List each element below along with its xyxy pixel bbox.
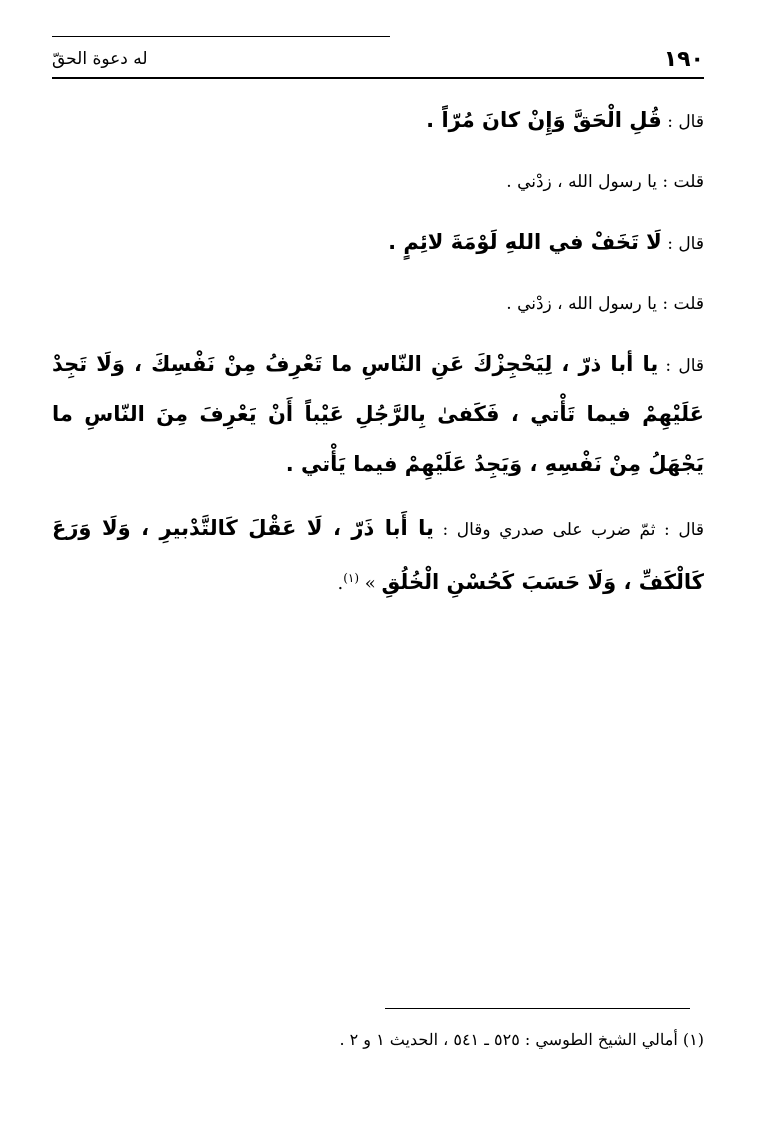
speaker-label: قال :	[658, 356, 704, 376]
running-title: له دعوة الحقّ	[52, 49, 148, 69]
hadith-quote: لَا تَخَفْ في اللهِ لَوْمَةَ لائِمٍ .	[388, 230, 662, 254]
footnote-reference: (١)	[343, 571, 360, 585]
sentence-end: .	[337, 573, 344, 594]
hadith-quote: يا أبا ذرّ ، لِيَحْجِزْكَ عَنِ النّاسِ ما تَعْرِفُ مِنْ نَفْسِكَ ، وَلَا تَجِدْ عَلَيْهِمْ فيما تَأْتي ، فَكَفىٰ بِالرَّجُلِ عَيْباً أَنْ يَعْرِفَ مِنَ النّاسِ ما يَجْهَلُ مِنْ نَفْسِهِ ، وَيَجِدُ عَلَيْهِمْ فيما يَأْتي .	[52, 352, 704, 476]
closing-quote-mark: »	[359, 573, 382, 594]
paragraph-6	[52, 504, 704, 608]
footnote-rule	[385, 1008, 690, 1009]
paragraph-1	[52, 96, 704, 146]
speaker-label: قال :	[661, 234, 704, 254]
page-header	[52, 44, 704, 74]
main-text	[52, 96, 704, 622]
header-rule	[52, 77, 704, 79]
footnote: (١) أمالي الشيخ الطوسي : ٥٢٥ ـ ٥٤١ ، الحديث ١ و ٢ .	[339, 1030, 704, 1049]
speaker-label: قال : ثمّ ضرب على صدري وقال :	[433, 520, 704, 540]
paragraph-5	[52, 340, 704, 490]
paragraph-2: قلت : يا رسول الله ، زدْني .	[506, 172, 704, 192]
hadith-quote: يا أَبا ذَرّ ، لَا عَقْلَ كَالتَّدْبيرِ ، وَلَا وَرَعَ كَالْكَفِّ ، وَلَا حَسَبَ كَحُسْنِ الْخُلُقِ	[52, 516, 704, 594]
speaker-label: قال :	[661, 112, 704, 132]
paragraph-4: قلت : يا رسول الله ، زدْني .	[506, 294, 704, 314]
hadith-quote: قُلِ الْحَقَّ وَإِنْ كانَ مُرّاً .	[426, 108, 662, 132]
paragraph-3	[52, 218, 704, 268]
page-number: ١٩٠	[663, 46, 704, 72]
top-rule	[52, 36, 390, 37]
